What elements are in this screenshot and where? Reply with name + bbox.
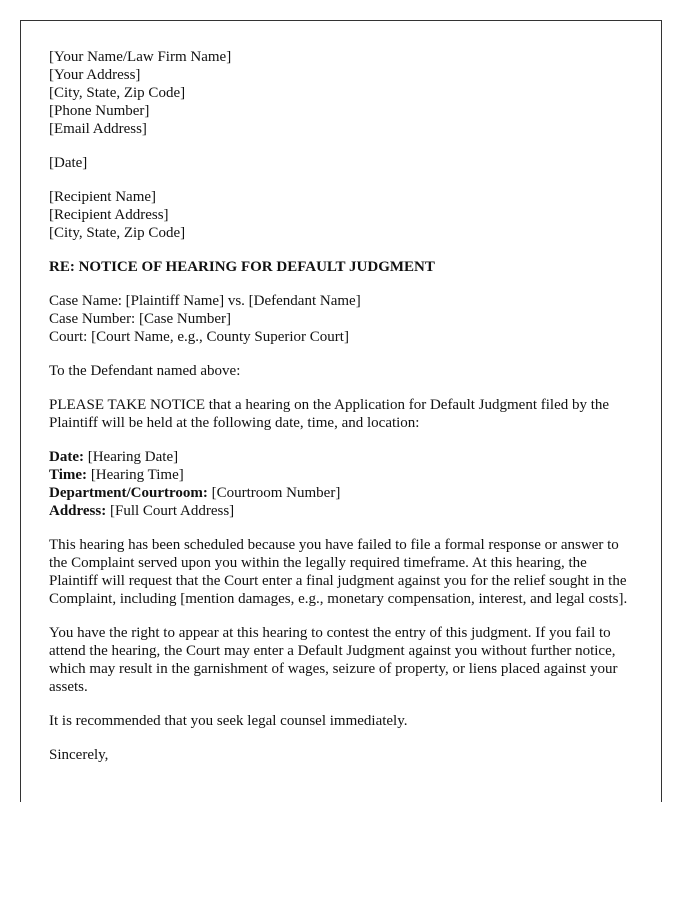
hearing-time: [49, 466, 634, 484]
case-number: Case Number: [Case Number]: [49, 311, 232, 327]
hearing-details: [49, 448, 634, 520]
recipient-city: [City, State, Zip Code]: [49, 225, 186, 241]
recipient-address: [Recipient Address]: [49, 207, 169, 223]
recipient-name: [Recipient Name]: [49, 189, 157, 205]
case-info: [49, 292, 634, 346]
hearing-date-value: [Hearing Date]: [83, 449, 179, 465]
hearing-time-value: [Hearing Time]: [87, 467, 184, 483]
date: [Date]: [49, 155, 88, 171]
notice-paragraph: PLEASE TAKE NOTICE that a hearing on the Application for Default Judgment filed by the Plaintiff will be held at the following date, time, and location:: [49, 397, 610, 431]
hearing-courtroom-label: Department/Courtroom:: [49, 485, 208, 501]
sender-phone: [Phone Number]: [49, 103, 150, 119]
sender-email: [Email Address]: [49, 121, 147, 137]
sender-address: [Your Address]: [49, 67, 141, 83]
court: Court: [Court Name, e.g., County Superior Court]: [49, 329, 349, 345]
body-paragraph-3: It is recommended that you seek legal counsel immediately.: [49, 713, 408, 729]
hearing-address-label: Address:: [49, 503, 107, 519]
hearing-courtroom: [49, 484, 634, 502]
hearing-address: [49, 502, 634, 520]
letter: [20, 20, 662, 802]
subject: RE: NOTICE OF HEARING FOR DEFAULT JUDGMENT: [49, 259, 435, 275]
hearing-date-label: Date:: [49, 449, 84, 465]
sender-block: [49, 48, 634, 138]
hearing-time-label: Time:: [49, 467, 88, 483]
sender-name: [Your Name/Law Firm Name]: [49, 49, 232, 65]
recipient-block: [49, 188, 634, 242]
hearing-courtroom-value: [Courtroom Number]: [207, 485, 341, 501]
case-name: Case Name: [Plaintiff Name] vs. [Defendant Name]: [49, 293, 361, 309]
body-paragraph-1: This hearing has been scheduled because you have failed to file a formal response or answer to the Complaint served upon you within the legally required timeframe. At this hearing, the Plaintiff will request that the Court enter a final judgment against you for the relief sought in the Complaint, including [mention damages, e.g., monetary compensation, interest, and legal costs].: [49, 537, 628, 607]
salutation: To the Defendant named above:: [49, 363, 241, 379]
hearing-date: [49, 448, 634, 466]
sender-city: [City, State, Zip Code]: [49, 85, 186, 101]
closing: Sincerely,: [49, 747, 109, 763]
subject-line: [49, 258, 634, 276]
hearing-address-value: [Full Court Address]: [106, 503, 235, 519]
body-paragraph-2: You have the right to appear at this hearing to contest the entry of this judgment. If you fail to attend the hearing, the Court may enter a Default Judgment against you without further notice, which may result in the garnishment of wages, seizure of property, or liens placed against your assets.: [49, 625, 618, 695]
